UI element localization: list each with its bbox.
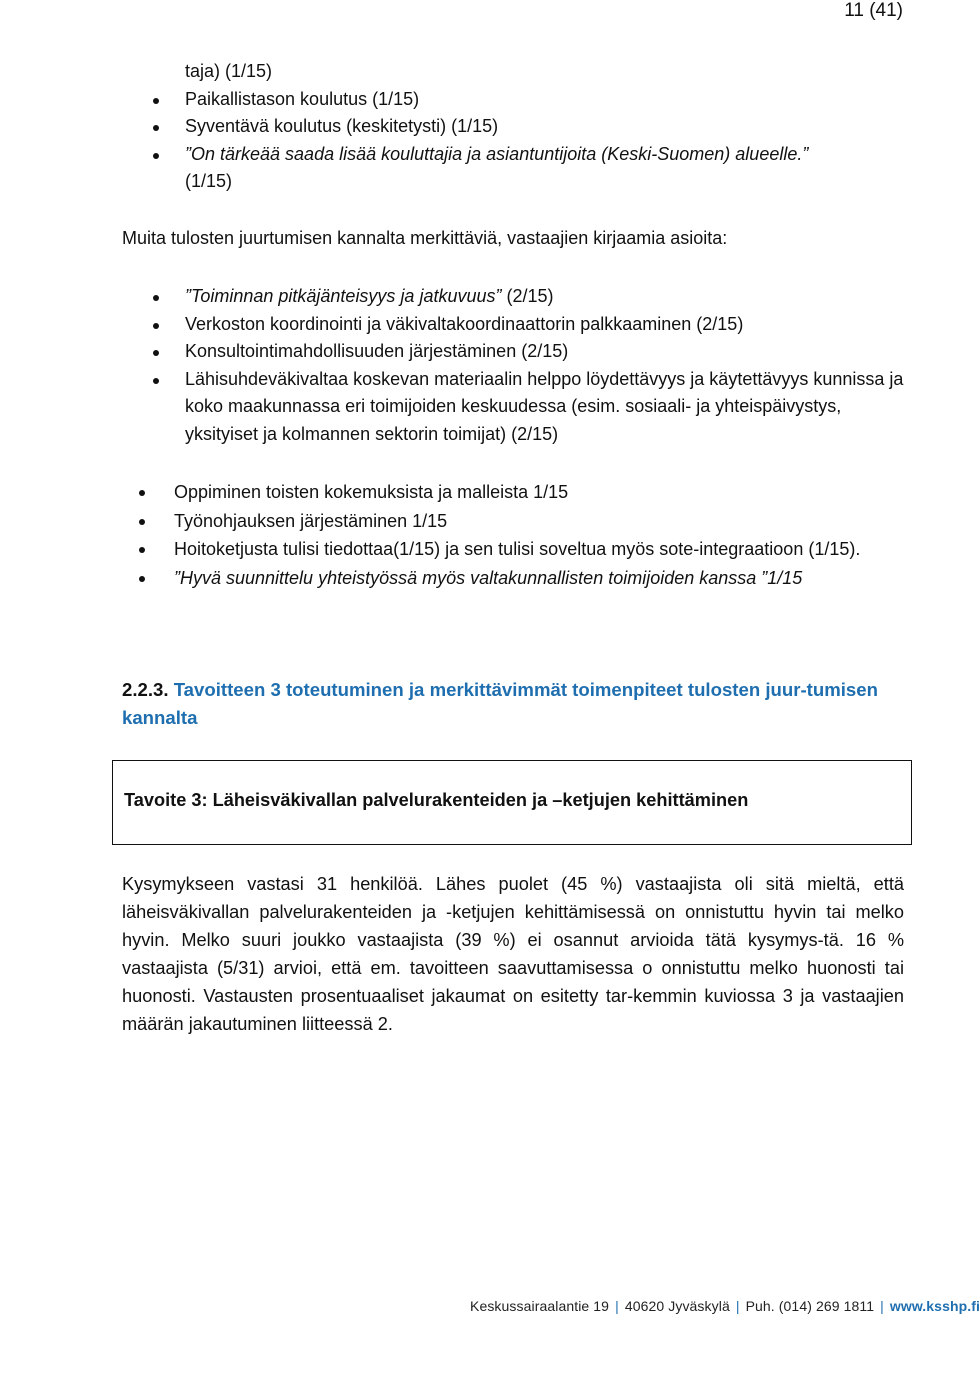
list-item [122, 141, 922, 169]
list-item-text: Syventävä koulutus (keskitetysti) (1/15) [185, 116, 499, 137]
page-number: 11 (41) [844, 0, 903, 21]
section-title: Tavoitteen 3 toteutuminen ja merkittävimmät toimenpiteet tulosten juur-tumisen kannalta [122, 679, 878, 728]
list-item [122, 564, 912, 593]
list-item [122, 86, 922, 114]
footer-address: Keskussairaalantie 19 [470, 1298, 610, 1314]
list-item-text: (1/15) [185, 171, 233, 192]
list-item [122, 338, 912, 366]
list-other-items [122, 283, 912, 449]
list-item-text: Hoitoketjusta tulisi tiedottaa(1/15) ja sen tulisi soveltua myös sote-integraatioon (1/15). [174, 539, 861, 559]
intro-paragraph: Muita tulosten juurtumisen kannalta merkittäviä, vastaajien kirjaamia asioita: [122, 228, 728, 248]
list-item-text: ”Hyvä suunnittelu yhteistyössä myös valtakunnallisten toimijoiden kanssa ”1/15 [174, 567, 803, 588]
footer-website[interactable]: www.ksshp.fi [889, 1298, 980, 1314]
footer-separator: | [735, 1298, 740, 1314]
goal-box [112, 760, 912, 845]
footer-separator: | [615, 1298, 619, 1314]
section-number: 2.2.3. [122, 679, 169, 700]
list-item [122, 283, 912, 311]
footer-postal: 40620 Jyväskylä [624, 1298, 730, 1314]
section-heading [122, 676, 912, 732]
list-item-text: (2/15) [501, 286, 554, 306]
bullet-icon [139, 490, 145, 496]
bullet-icon [153, 323, 159, 329]
footer-separator: | [880, 1298, 884, 1314]
bullet-icon [139, 519, 145, 525]
goal-title: Tavoite 3: Läheisväkivallan palvelurakenteiden ja –ketjujen kehittäminen [124, 790, 749, 810]
list-item-text: Oppiminen toisten kokemuksista ja malleista 1/15 [174, 482, 569, 502]
list-item [122, 535, 912, 564]
list-item-text: ”On tärkeää saada lisää kouluttajia ja asiantuntijoita (Keski-Suomen) alueelle.” [185, 143, 809, 164]
list-item-text: Konsultointimahdollisuuden järjestäminen (2/15) [185, 341, 569, 362]
list-item [122, 113, 922, 141]
list-extra-items [122, 478, 912, 592]
list-item-text: taja) (1/15) [185, 61, 273, 81]
list-item [122, 507, 912, 536]
bullet-icon [153, 378, 159, 384]
footer-phone: Puh. (014) 269 1811 [745, 1298, 875, 1314]
bullet-icon [153, 98, 159, 104]
bullet-icon [153, 295, 159, 301]
page-footer [470, 1298, 980, 1314]
list-item [122, 58, 922, 86]
list-item-quote: ”Toiminnan pitkäjänteisyys ja jatkuvuus” [185, 286, 502, 306]
list-continued [122, 58, 922, 196]
list-item [122, 311, 912, 339]
list-item-text: Paikallistason koulutus (1/15) [185, 88, 420, 109]
list-item-text: Lähisuhdeväkivaltaa koskevan materiaalin helppo löydettävyys ja käytettävyys kunnissa ja koko maakunnassa eri toimijoiden keskuudessa (esim. sosiaali- ja yhteispäivystys, yksityiset ja kolmannen sektorin toimijat) (2/15) [185, 368, 904, 444]
list-item [122, 366, 912, 449]
body-paragraph: Kysymykseen vastasi 31 henkilöä. Lähes puolet (45 %) vastaajista oli sitä mieltä, että läheisväkivallan palvelurakenteiden ja -ketjujen kehittämisessä on onnistuttu hyvin tai melko hyvin. Melko suuri joukko vastaajista (39 %) ei osannut arvioida tätä kysymys-tä. 16 % vastaajista (5/31) arvioi, että em. tavoitteen saavuttamisessa o onnistuttu melko huonosti tai huonosti. Vastausten prosentuaaliset jakaumat on esitetty tar-kemmin kuviossa 3 ja vastaajien määrän jakautuminen liitteessä 2. [122, 874, 904, 1034]
list-item-text: Verkoston koordinointi ja väkivaltakoordinaattorin palkkaaminen (2/15) [185, 313, 744, 334]
bullet-icon [153, 350, 159, 356]
bullet-icon [153, 153, 159, 159]
bullet-icon [153, 125, 159, 131]
list-item [122, 478, 912, 507]
bullet-icon [139, 576, 145, 582]
list-item [122, 168, 922, 196]
list-item-text: Työnohjauksen järjestäminen 1/15 [174, 510, 448, 531]
bullet-icon [139, 547, 145, 553]
